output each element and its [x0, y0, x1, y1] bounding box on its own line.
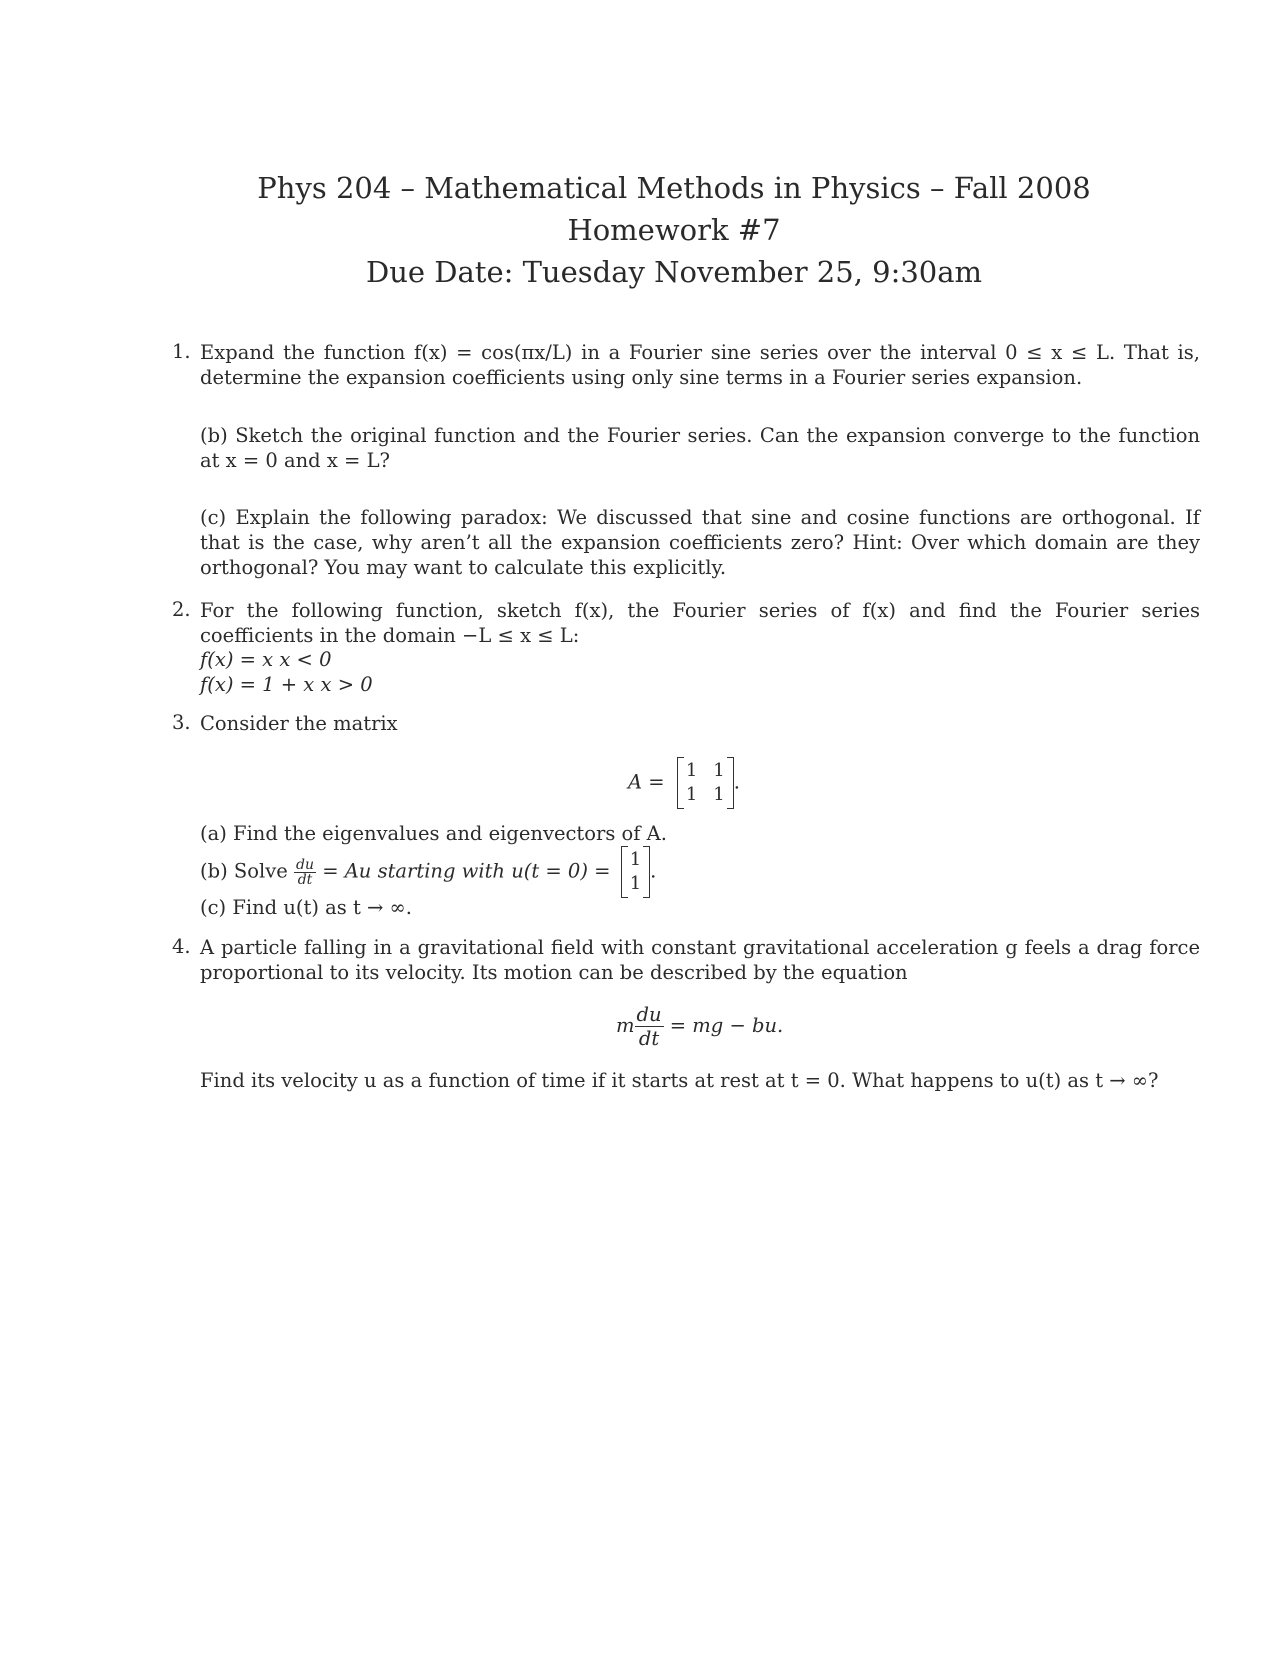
- homework-title: Homework #7: [567, 213, 781, 247]
- matrix-equation: A = 1 1 1 1 .: [628, 757, 740, 809]
- problem-1b-text: (b) Sketch the original function and the Fourier series. Can the expansion converge to the function at x = 0 and x = L?: [200, 424, 1200, 472]
- frac-denominator: dt: [638, 1027, 660, 1050]
- problem-3-number: 3.: [172, 711, 191, 734]
- eq-derivative-fraction: [635, 1003, 664, 1050]
- problem-3b-mid: = Au starting with u(t = 0) =: [322, 859, 611, 883]
- problem-2-line-1: f(x) = x x < 0: [200, 648, 332, 671]
- vector-cell: 1: [629, 849, 642, 870]
- course-title: Phys 204 – Mathematical Methods in Physics – Fall 2008: [257, 171, 1091, 205]
- matrix-cell: 1: [713, 760, 725, 781]
- problem-1-number: 1.: [172, 340, 191, 363]
- matrix-lhs: A =: [628, 770, 665, 794]
- problem-1-text: Expand the function f(x) = cos(πx/L) in a Fourier sine series over the interval 0 ≤ x ≤ L. That is, determine the expansion coefficients using only sine terms in a Fourier series expansion.: [200, 341, 1200, 389]
- problem-3b-line: (b) Solve $\frac{du}{dt}$ = Au starting with u(t = 0) = 1 1 .: [200, 846, 656, 898]
- frac-numerator: du: [296, 856, 314, 873]
- problem-1c-text: (c) Explain the following paradox: We discussed that sine and cosine functions are orthogonal. If that is the case, why aren’t all the expansion coefficients zero? Hint: Over which domain are they orthogonal? You may want to calculate this explicitly.: [200, 506, 1200, 579]
- problem-2-number: 2.: [172, 598, 191, 621]
- problem-4-final: Find its velocity u as a function of time if it starts at rest at t = 0. What happens to u(t) as t → ∞?: [200, 1069, 1159, 1092]
- problem-2-line-2: f(x) = 1 + x x > 0: [200, 673, 373, 696]
- frac-numerator: du: [636, 1003, 662, 1026]
- problem-2-text: For the following function, sketch f(x), the Fourier series of f(x) and find the Fourier series coefficients in the domain −L ≤ x ≤ L:: [200, 599, 1200, 647]
- problem-3-text: Consider the matrix: [200, 712, 398, 735]
- matrix-cell: 1: [685, 760, 698, 781]
- eq-rhs: = mg − bu.: [669, 1014, 784, 1037]
- frac-denominator: dt: [297, 871, 313, 888]
- derivative-fraction: [294, 858, 316, 887]
- initial-vector: [621, 846, 650, 898]
- problem-4-number: 4.: [172, 935, 191, 958]
- problem-3c-text: (c) Find u(t) as t → ∞.: [200, 896, 412, 919]
- problem-3a-text: (a) Find the eigenvalues and eigenvectors of A.: [200, 822, 667, 845]
- matrix-cell: 1: [685, 784, 698, 805]
- vector-cell: 1: [629, 873, 642, 894]
- due-date: Due Date: Tuesday November 25, 9:30am: [365, 255, 983, 289]
- matrix-cell: 1: [713, 784, 725, 805]
- motion-equation: [616, 1003, 783, 1050]
- eq-mass: m: [616, 1014, 635, 1037]
- problem-3b-prefix: (b) Solve: [200, 859, 288, 883]
- problem-4-text: A particle falling in a gravitational field with constant gravitational acceleration g feels a drag force proportional to its velocity. Its motion can be described by the equation: [200, 936, 1200, 984]
- matrix-a: [677, 757, 734, 809]
